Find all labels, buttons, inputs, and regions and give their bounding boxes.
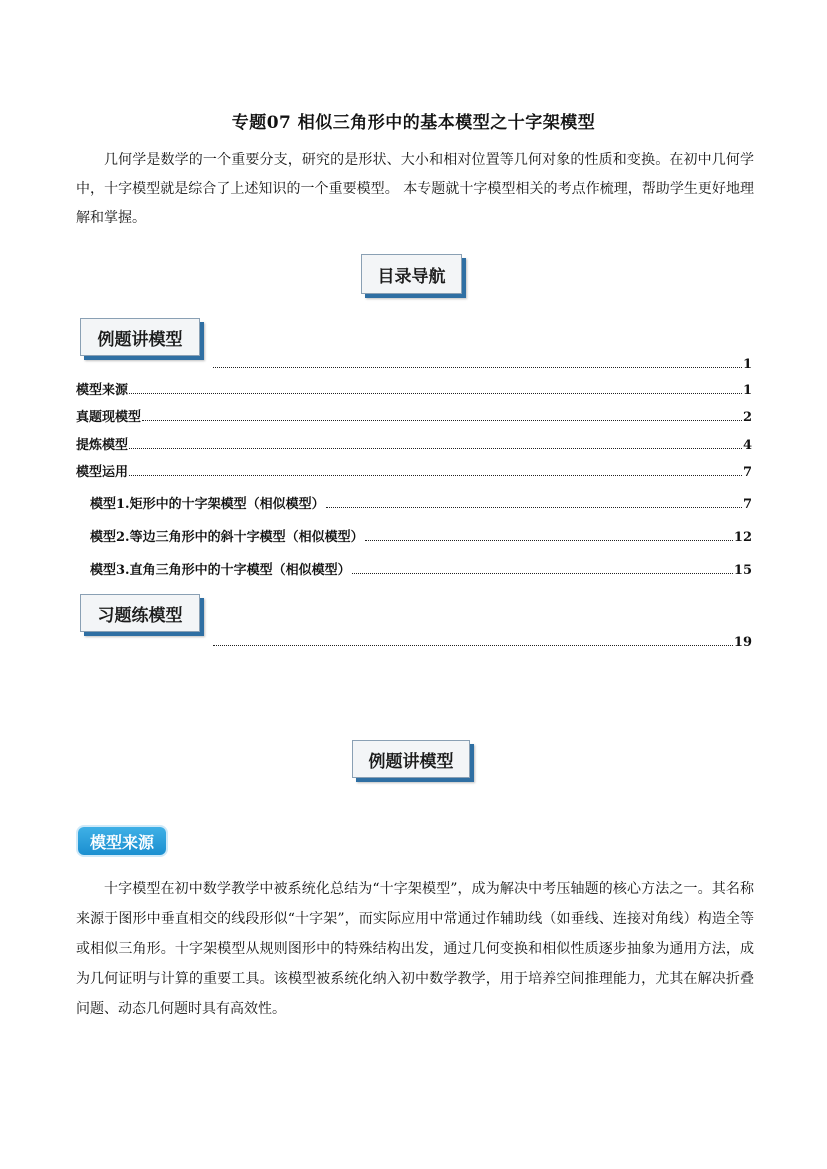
toc-label: 提炼模型 <box>76 438 129 453</box>
toc-row-model-1[interactable] <box>90 494 752 512</box>
toc-page: 2 <box>742 410 752 425</box>
toc-page: 19 <box>733 635 752 650</box>
body-heading: 例题讲模型 <box>368 751 454 772</box>
examples-section-label: 例题讲模型 <box>97 329 183 350</box>
toc-label: 模型1.矩形中的十字架模型（相似模型） <box>90 497 325 512</box>
toc-leader <box>213 644 733 646</box>
toc-row-exercises[interactable] <box>212 632 752 650</box>
exercises-section-label: 习题练模型 <box>97 605 183 626</box>
exercises-section-box <box>80 594 200 632</box>
source-badge-label: 模型来源 <box>89 832 154 852</box>
toc-leader <box>129 474 742 476</box>
intro-paragraph: 几何学是数学的一个重要分支，研究的是形状、大小和相对位置等几何对象的性质和变换。在初中几何学中，十字模型就是综合了上述知识的一个重要模型。 本专题就十字模型相关的考点作梳理，帮助学生更好地理解和掌握。 <box>76 152 754 226</box>
toc-label: 模型2.等边三角形中的斜十字模型（相似模型） <box>90 530 364 545</box>
nav-heading-box <box>361 254 462 294</box>
toc-leader <box>142 419 742 421</box>
body-heading-box <box>352 740 470 778</box>
toc-leader <box>213 366 742 368</box>
toc-row-source[interactable] <box>76 380 752 398</box>
examples-section-box <box>80 318 200 356</box>
toc-label: 真题现模型 <box>76 410 142 425</box>
toc-page: 7 <box>742 497 752 512</box>
source-paragraph: 十字模型在初中数学教学中被系统化总结为“十字架模型”，成为解决中考压轴题的核心方法之一。其名称来源于图形中垂直相交的线段形似“十字架”，而实际应用中常通过作辅助线（如垂线、连接对角线）构造全等或相似三角形。十字架模型从规则图形中的特殊结构出发，通过几何变换和相似性质逐步抽象为通用方法，成为几何证明与计算的重要工具。该模型被系统化纳入初中数学教学，用于培养空间推理能力，尤其在解决折叠问题、动态几何题时具有高效性。 <box>76 881 754 1017</box>
toc-label: 模型来源 <box>76 383 129 398</box>
toc-leader <box>352 572 733 574</box>
toc-label: 模型运用 <box>76 465 129 480</box>
toc-leader <box>326 506 742 508</box>
toc-page: 7 <box>742 465 752 480</box>
toc-row-apply[interactable] <box>76 462 752 480</box>
toc-leader <box>365 539 733 541</box>
toc-page: 15 <box>733 563 752 578</box>
toc-page: 12 <box>733 530 752 545</box>
page-title: 专题07 相似三角形中的基本模型之十字架模型 <box>231 113 596 133</box>
toc-leader <box>129 392 742 394</box>
nav-heading: 目录导航 <box>377 266 446 287</box>
toc-row-model-3[interactable] <box>90 560 752 578</box>
toc-row-real-exam[interactable] <box>76 407 752 425</box>
toc-page: 4 <box>742 438 752 453</box>
toc-leader <box>129 447 742 449</box>
toc-row-model-2[interactable] <box>90 527 752 545</box>
source-badge <box>78 827 166 855</box>
toc-row-examples[interactable] <box>212 354 752 372</box>
toc-row-refine[interactable] <box>76 435 752 453</box>
toc-page: 1 <box>742 357 752 372</box>
toc-page: 1 <box>742 383 752 398</box>
toc-label: 模型3.直角三角形中的十字模型（相似模型） <box>90 563 351 578</box>
